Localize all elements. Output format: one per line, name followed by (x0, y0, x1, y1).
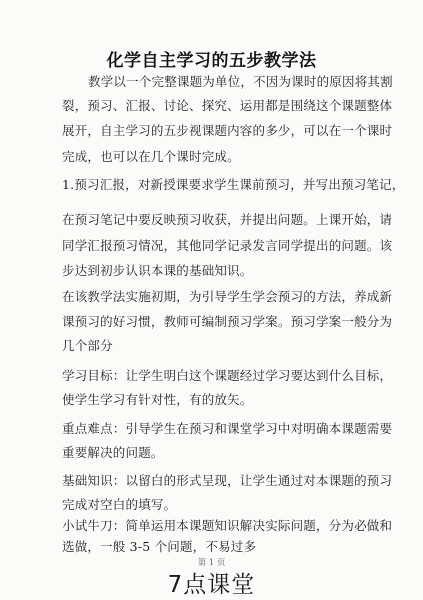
paragraph-line: 完成，也可以在几个课时完成。 (62, 149, 240, 164)
paragraph-line: 展开，自主学习的五步视课题内容的多少，可以在一个课时 (62, 123, 393, 138)
paragraph-line: 1.预习汇报，对新授课要求学生课前预习，并写出预习笔记， (62, 177, 405, 192)
paragraph-line: 选做，一般 3-5 个问题，不易过多 (62, 539, 257, 554)
paragraph-line: 课预习的好习惯，教师可编制预习学案。预习学案一般分为 (62, 314, 393, 329)
paragraph-line: 使学生学习有针对性，有的放矢。 (62, 392, 253, 407)
paragraph-line: 同学汇报预习情况，其他同学记录发言同学提出的问题。该 (62, 238, 393, 253)
paragraph-line: 裂，预习、汇报、讨论、探究、运用都是围绕这个课题整体 (62, 98, 393, 113)
document-title: 化学自主学习的五步教学法 (106, 51, 317, 71)
paragraph-line: 在该教学法实施初期，为引导学生学会预习的方法，养成新 (62, 289, 393, 304)
paragraph-line: 基础知识：以留白的形式呈现，让学生通过对本课题的预习 (62, 473, 393, 488)
paragraph-line: 学习目标：让学生明白这个课题经过学习要达到什么目标， (62, 368, 393, 383)
paragraph-line: 几个部分 (62, 338, 113, 353)
paragraph-line: 在预习笔记中要反映预习收获，并提出问题。上课开始，请 (62, 212, 393, 227)
paragraph-line: 完成对空白的填写。 (62, 497, 177, 512)
page-number: 第 1 页 (197, 558, 226, 568)
paragraph-line: 重要解决的问题。 (62, 445, 164, 460)
paragraph-line: 重点难点：引导学生在预习和课堂学习中对明确本课题需要 (62, 421, 393, 436)
paragraph-line: 步达到初步认识本课的基础知识。 (62, 263, 253, 278)
watermark-logo-text: 7点课堂 (167, 572, 256, 598)
paragraph-line: 小试牛刀：简单运用本课题知识解决实际问题，分为必做和 (62, 518, 393, 533)
paragraph-line: 教学以一个完整课题为单位，不因为课时的原因将其割 (88, 74, 393, 89)
